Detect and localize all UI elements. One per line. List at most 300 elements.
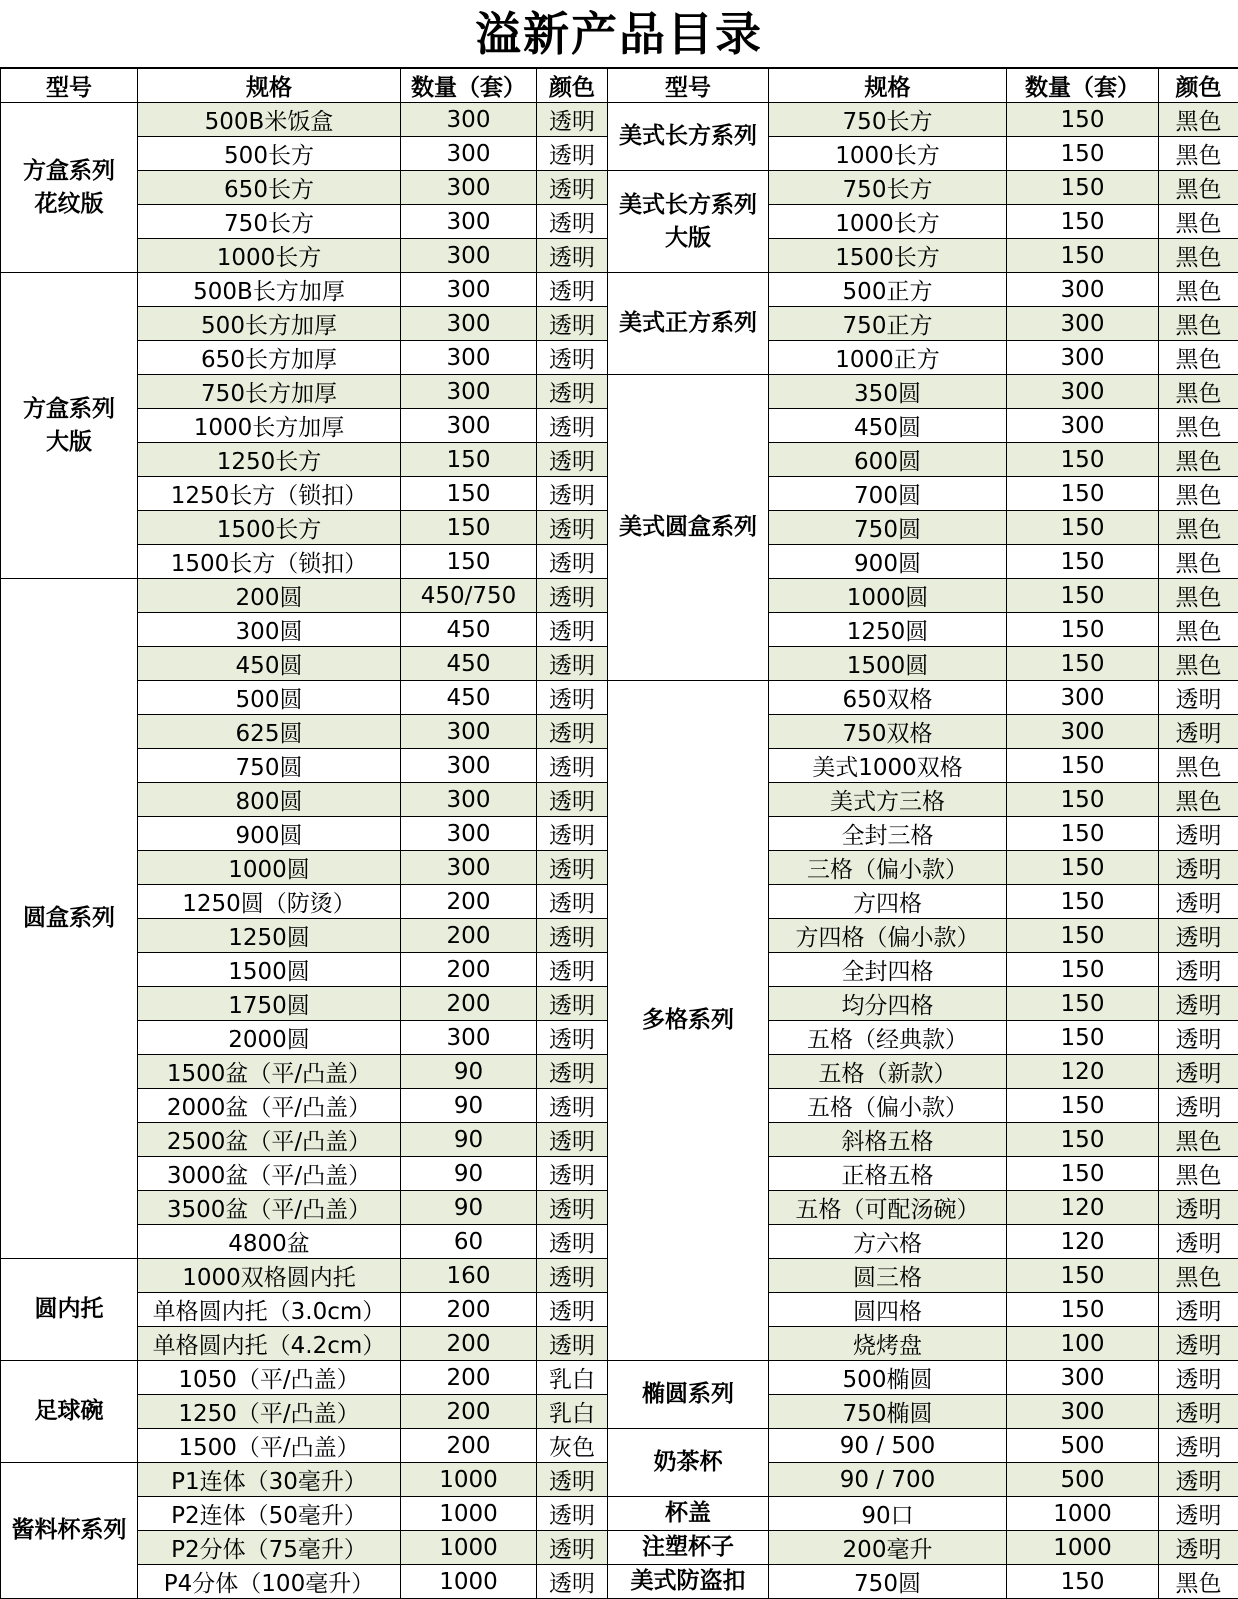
left-spec-cell: 3000盆（平/凸盖） xyxy=(138,1157,401,1191)
left-qty-cell: 300 xyxy=(401,239,537,273)
left-spec-cell: 750长方 xyxy=(138,205,401,239)
right-color-cell: 透明 xyxy=(1159,987,1238,1021)
right-color-cell: 透明 xyxy=(1159,1089,1238,1123)
left-spec-cell: 450圆 xyxy=(138,647,401,681)
left-spec-cell: 1250（平/凸盖） xyxy=(138,1395,401,1429)
left-spec-cell: 1250长方 xyxy=(138,443,401,477)
left-spec-cell: 2000圆 xyxy=(138,1021,401,1055)
left-color-cell: 透明 xyxy=(537,1565,608,1599)
left-color-cell: 透明 xyxy=(537,341,608,375)
group-label-right: 注塑杯子 xyxy=(608,1531,769,1565)
header-row xyxy=(1,69,1238,103)
right-qty-cell: 150 xyxy=(1007,1259,1159,1293)
page-title: 溢新产品目录 xyxy=(0,0,1238,68)
right-qty-cell: 300 xyxy=(1007,273,1159,307)
right-color-cell: 透明 xyxy=(1159,953,1238,987)
left-qty-cell: 450/750 xyxy=(401,579,537,613)
right-spec-cell: 500正方 xyxy=(769,273,1007,307)
left-qty-cell: 300 xyxy=(401,273,537,307)
left-spec-cell: 200圆 xyxy=(138,579,401,613)
left-spec-cell: 1500盆（平/凸盖） xyxy=(138,1055,401,1089)
left-color-cell: 透明 xyxy=(537,783,608,817)
header-model-right: 型号 xyxy=(608,69,769,103)
left-spec-cell: 500B米饭盒 xyxy=(138,103,401,137)
left-color-cell: 透明 xyxy=(537,885,608,919)
right-qty-cell: 150 xyxy=(1007,987,1159,1021)
left-qty-cell: 150 xyxy=(401,477,537,511)
left-color-cell: 透明 xyxy=(537,1497,608,1531)
right-color-cell: 黑色 xyxy=(1159,307,1238,341)
right-qty-cell: 150 xyxy=(1007,1157,1159,1191)
right-qty-cell: 300 xyxy=(1007,1395,1159,1429)
right-spec-cell: 1500长方 xyxy=(769,239,1007,273)
header-model-left: 型号 xyxy=(1,69,138,103)
left-qty-cell: 90 xyxy=(401,1055,537,1089)
right-spec-cell: 斜格五格 xyxy=(769,1123,1007,1157)
group-label-right: 奶茶杯 xyxy=(608,1429,769,1497)
left-spec-cell: 1500长方 xyxy=(138,511,401,545)
header-spec-left: 规格 xyxy=(138,69,401,103)
right-qty-cell: 150 xyxy=(1007,511,1159,545)
left-spec-cell: 1250圆 xyxy=(138,919,401,953)
left-spec-cell: 4800盆 xyxy=(138,1225,401,1259)
right-color-cell: 黑色 xyxy=(1159,341,1238,375)
left-qty-cell: 200 xyxy=(401,1395,537,1429)
right-spec-cell: 90口 xyxy=(769,1497,1007,1531)
right-qty-cell: 150 xyxy=(1007,1565,1159,1599)
left-spec-cell: 1000长方 xyxy=(138,239,401,273)
left-color-cell: 透明 xyxy=(537,851,608,885)
right-spec-cell: 五格（可配汤碗） xyxy=(769,1191,1007,1225)
right-spec-cell: 750双格 xyxy=(769,715,1007,749)
right-color-cell: 黑色 xyxy=(1159,545,1238,579)
left-qty-cell: 1000 xyxy=(401,1565,537,1599)
header-qty-right: 数量（套） xyxy=(1007,69,1159,103)
left-color-cell: 透明 xyxy=(537,953,608,987)
right-spec-cell: 方四格（偏小款） xyxy=(769,919,1007,953)
left-spec-cell: 1750圆 xyxy=(138,987,401,1021)
left-qty-cell: 300 xyxy=(401,307,537,341)
right-qty-cell: 150 xyxy=(1007,851,1159,885)
left-color-cell: 透明 xyxy=(537,613,608,647)
right-spec-cell: 1000长方 xyxy=(769,205,1007,239)
left-color-cell: 透明 xyxy=(537,1021,608,1055)
left-qty-cell: 1000 xyxy=(401,1497,537,1531)
left-qty-cell: 300 xyxy=(401,851,537,885)
table-row xyxy=(1,1361,1238,1395)
left-qty-cell: 160 xyxy=(401,1259,537,1293)
group-label-right: 美式正方系列 xyxy=(608,273,769,375)
group-label-right: 多格系列 xyxy=(608,681,769,1361)
right-qty-cell: 150 xyxy=(1007,1123,1159,1157)
left-spec-cell: 1000长方加厚 xyxy=(138,409,401,443)
table-row xyxy=(1,1429,1238,1463)
right-qty-cell: 100 xyxy=(1007,1327,1159,1361)
left-qty-cell: 200 xyxy=(401,987,537,1021)
left-spec-cell: P1连体（30毫升） xyxy=(138,1463,401,1497)
table-row xyxy=(1,1531,1238,1565)
left-color-cell: 透明 xyxy=(537,749,608,783)
right-qty-cell: 120 xyxy=(1007,1191,1159,1225)
left-qty-cell: 1000 xyxy=(401,1531,537,1565)
right-color-cell: 透明 xyxy=(1159,1225,1238,1259)
right-color-cell: 黑色 xyxy=(1159,1259,1238,1293)
right-spec-cell: 美式1000双格 xyxy=(769,749,1007,783)
left-qty-cell: 300 xyxy=(401,137,537,171)
left-qty-cell: 200 xyxy=(401,1293,537,1327)
right-qty-cell: 150 xyxy=(1007,647,1159,681)
left-qty-cell: 200 xyxy=(401,919,537,953)
right-color-cell: 黑色 xyxy=(1159,1157,1238,1191)
right-color-cell: 透明 xyxy=(1159,1361,1238,1395)
right-spec-cell: 350圆 xyxy=(769,375,1007,409)
right-qty-cell: 300 xyxy=(1007,341,1159,375)
right-spec-cell: 烧烤盘 xyxy=(769,1327,1007,1361)
right-color-cell: 黑色 xyxy=(1159,1123,1238,1157)
right-spec-cell: 五格（经典款） xyxy=(769,1021,1007,1055)
right-spec-cell: 圆四格 xyxy=(769,1293,1007,1327)
left-qty-cell: 300 xyxy=(401,1021,537,1055)
left-qty-cell: 300 xyxy=(401,205,537,239)
left-color-cell: 乳白 xyxy=(537,1395,608,1429)
right-spec-cell: 1000长方 xyxy=(769,137,1007,171)
group-label-right: 美式长方系列 大版 xyxy=(608,171,769,273)
left-qty-cell: 300 xyxy=(401,171,537,205)
left-qty-cell: 450 xyxy=(401,647,537,681)
right-spec-cell: 全封四格 xyxy=(769,953,1007,987)
left-qty-cell: 300 xyxy=(401,749,537,783)
left-qty-cell: 200 xyxy=(401,1361,537,1395)
group-label-right: 美式长方系列 xyxy=(608,103,769,171)
group-label-left: 方盒系列 大版 xyxy=(1,273,138,579)
right-qty-cell: 300 xyxy=(1007,681,1159,715)
left-color-cell: 透明 xyxy=(537,1225,608,1259)
right-color-cell: 透明 xyxy=(1159,715,1238,749)
right-qty-cell: 500 xyxy=(1007,1429,1159,1463)
left-qty-cell: 90 xyxy=(401,1123,537,1157)
right-color-cell: 透明 xyxy=(1159,1429,1238,1463)
right-spec-cell: 1000正方 xyxy=(769,341,1007,375)
left-color-cell: 透明 xyxy=(537,477,608,511)
left-spec-cell: 1250圆（防烫） xyxy=(138,885,401,919)
table-row xyxy=(1,1497,1238,1531)
left-color-cell: 透明 xyxy=(537,307,608,341)
left-spec-cell: 1250长方（锁扣） xyxy=(138,477,401,511)
header-spec-right: 规格 xyxy=(769,69,1007,103)
left-qty-cell: 300 xyxy=(401,375,537,409)
right-color-cell: 黑色 xyxy=(1159,103,1238,137)
right-qty-cell: 150 xyxy=(1007,613,1159,647)
header-color-right: 颜色 xyxy=(1159,69,1238,103)
group-label-right: 美式圆盒系列 xyxy=(608,375,769,681)
left-color-cell: 透明 xyxy=(537,987,608,1021)
header-color-left: 颜色 xyxy=(537,69,608,103)
right-spec-cell: 全封三格 xyxy=(769,817,1007,851)
left-qty-cell: 300 xyxy=(401,341,537,375)
left-color-cell: 灰色 xyxy=(537,1429,608,1463)
right-color-cell: 透明 xyxy=(1159,1327,1238,1361)
left-color-cell: 透明 xyxy=(537,409,608,443)
left-qty-cell: 90 xyxy=(401,1157,537,1191)
left-spec-cell: 2000盆（平/凸盖） xyxy=(138,1089,401,1123)
right-qty-cell: 150 xyxy=(1007,579,1159,613)
right-color-cell: 透明 xyxy=(1159,851,1238,885)
right-color-cell: 黑色 xyxy=(1159,375,1238,409)
left-spec-cell: 900圆 xyxy=(138,817,401,851)
right-spec-cell: 方六格 xyxy=(769,1225,1007,1259)
left-color-cell: 透明 xyxy=(537,1531,608,1565)
right-color-cell: 黑色 xyxy=(1159,511,1238,545)
left-color-cell: 透明 xyxy=(537,817,608,851)
left-spec-cell: 650长方 xyxy=(138,171,401,205)
right-qty-cell: 150 xyxy=(1007,205,1159,239)
left-qty-cell: 1000 xyxy=(401,1463,537,1497)
left-qty-cell: 200 xyxy=(401,1327,537,1361)
left-qty-cell: 150 xyxy=(401,545,537,579)
left-spec-cell: P2分体（75毫升） xyxy=(138,1531,401,1565)
right-spec-cell: 90 / 700 xyxy=(769,1463,1007,1497)
right-color-cell: 透明 xyxy=(1159,885,1238,919)
left-color-cell: 透明 xyxy=(537,137,608,171)
right-qty-cell: 150 xyxy=(1007,171,1159,205)
right-spec-cell: 450圆 xyxy=(769,409,1007,443)
left-qty-cell: 300 xyxy=(401,409,537,443)
right-qty-cell: 150 xyxy=(1007,545,1159,579)
left-qty-cell: 90 xyxy=(401,1191,537,1225)
left-spec-cell: 625圆 xyxy=(138,715,401,749)
right-qty-cell: 150 xyxy=(1007,919,1159,953)
right-qty-cell: 300 xyxy=(1007,1361,1159,1395)
right-qty-cell: 300 xyxy=(1007,375,1159,409)
left-qty-cell: 300 xyxy=(401,103,537,137)
left-color-cell: 透明 xyxy=(537,579,608,613)
right-color-cell: 黑色 xyxy=(1159,171,1238,205)
left-spec-cell: 1500圆 xyxy=(138,953,401,987)
left-qty-cell: 60 xyxy=(401,1225,537,1259)
right-color-cell: 透明 xyxy=(1159,1497,1238,1531)
right-qty-cell: 150 xyxy=(1007,477,1159,511)
table-row xyxy=(1,273,1238,307)
left-spec-cell: 3500盆（平/凸盖） xyxy=(138,1191,401,1225)
left-qty-cell: 200 xyxy=(401,885,537,919)
group-label-left: 足球碗 xyxy=(1,1361,138,1463)
right-color-cell: 黑色 xyxy=(1159,647,1238,681)
left-qty-cell: 450 xyxy=(401,613,537,647)
right-color-cell: 黑色 xyxy=(1159,409,1238,443)
left-color-cell: 透明 xyxy=(537,1055,608,1089)
left-spec-cell: 单格圆内托（3.0cm） xyxy=(138,1293,401,1327)
left-spec-cell: 2500盆（平/凸盖） xyxy=(138,1123,401,1157)
left-color-cell: 透明 xyxy=(537,1089,608,1123)
right-color-cell: 透明 xyxy=(1159,1293,1238,1327)
left-color-cell: 透明 xyxy=(537,1293,608,1327)
right-spec-cell: 750长方 xyxy=(769,171,1007,205)
left-spec-cell: 500长方 xyxy=(138,137,401,171)
left-spec-cell: 1000圆 xyxy=(138,851,401,885)
table-row xyxy=(1,1565,1238,1599)
right-color-cell: 黑色 xyxy=(1159,443,1238,477)
left-color-cell: 透明 xyxy=(537,375,608,409)
right-spec-cell: 三格（偏小款） xyxy=(769,851,1007,885)
right-color-cell: 黑色 xyxy=(1159,613,1238,647)
right-qty-cell: 150 xyxy=(1007,1293,1159,1327)
left-qty-cell: 300 xyxy=(401,817,537,851)
left-qty-cell: 150 xyxy=(401,443,537,477)
right-color-cell: 透明 xyxy=(1159,919,1238,953)
right-color-cell: 黑色 xyxy=(1159,1565,1238,1599)
group-label-right: 杯盖 xyxy=(608,1497,769,1531)
left-spec-cell: 650长方加厚 xyxy=(138,341,401,375)
right-spec-cell: 650双格 xyxy=(769,681,1007,715)
right-spec-cell: 750正方 xyxy=(769,307,1007,341)
left-color-cell: 透明 xyxy=(537,1463,608,1497)
left-color-cell: 透明 xyxy=(537,103,608,137)
right-qty-cell: 120 xyxy=(1007,1055,1159,1089)
right-qty-cell: 150 xyxy=(1007,137,1159,171)
right-qty-cell: 300 xyxy=(1007,715,1159,749)
product-catalog-table xyxy=(0,68,1238,1599)
right-qty-cell: 150 xyxy=(1007,1021,1159,1055)
group-label-right: 美式防盗扣 xyxy=(608,1565,769,1599)
left-color-cell: 透明 xyxy=(537,1123,608,1157)
right-spec-cell: 750长方 xyxy=(769,103,1007,137)
right-color-cell: 透明 xyxy=(1159,1055,1238,1089)
left-color-cell: 透明 xyxy=(537,273,608,307)
left-color-cell: 透明 xyxy=(537,545,608,579)
right-spec-cell: 1000圆 xyxy=(769,579,1007,613)
left-qty-cell: 300 xyxy=(401,715,537,749)
left-spec-cell: 1500（平/凸盖） xyxy=(138,1429,401,1463)
group-label-left: 圆内托 xyxy=(1,1259,138,1361)
right-spec-cell: 美式方三格 xyxy=(769,783,1007,817)
left-spec-cell: 1050（平/凸盖） xyxy=(138,1361,401,1395)
right-color-cell: 黑色 xyxy=(1159,205,1238,239)
right-color-cell: 黑色 xyxy=(1159,137,1238,171)
left-qty-cell: 450 xyxy=(401,681,537,715)
left-spec-cell: 500B长方加厚 xyxy=(138,273,401,307)
right-spec-cell: 700圆 xyxy=(769,477,1007,511)
right-color-cell: 透明 xyxy=(1159,1021,1238,1055)
table-row xyxy=(1,681,1238,715)
left-spec-cell: 300圆 xyxy=(138,613,401,647)
right-qty-cell: 300 xyxy=(1007,307,1159,341)
left-color-cell: 透明 xyxy=(537,511,608,545)
left-spec-cell: 500圆 xyxy=(138,681,401,715)
right-spec-cell: 五格（偏小款） xyxy=(769,1089,1007,1123)
right-spec-cell: 五格（新款） xyxy=(769,1055,1007,1089)
right-spec-cell: 500椭圆 xyxy=(769,1361,1007,1395)
left-qty-cell: 90 xyxy=(401,1089,537,1123)
right-spec-cell: 1500圆 xyxy=(769,647,1007,681)
right-color-cell: 黑色 xyxy=(1159,749,1238,783)
left-color-cell: 透明 xyxy=(537,1191,608,1225)
left-spec-cell: P4分体（100毫升） xyxy=(138,1565,401,1599)
right-spec-cell: 1250圆 xyxy=(769,613,1007,647)
left-spec-cell: 800圆 xyxy=(138,783,401,817)
right-qty-cell: 150 xyxy=(1007,953,1159,987)
left-qty-cell: 200 xyxy=(401,1429,537,1463)
right-qty-cell: 1000 xyxy=(1007,1531,1159,1565)
right-spec-cell: 600圆 xyxy=(769,443,1007,477)
left-spec-cell: 750长方加厚 xyxy=(138,375,401,409)
right-color-cell: 透明 xyxy=(1159,1463,1238,1497)
left-color-cell: 透明 xyxy=(537,443,608,477)
right-color-cell: 黑色 xyxy=(1159,273,1238,307)
right-spec-cell: 750椭圆 xyxy=(769,1395,1007,1429)
right-spec-cell: 正格五格 xyxy=(769,1157,1007,1191)
left-color-cell: 透明 xyxy=(537,1259,608,1293)
table-body xyxy=(1,103,1238,1599)
group-label-right: 椭圆系列 xyxy=(608,1361,769,1429)
right-qty-cell: 1000 xyxy=(1007,1497,1159,1531)
left-color-cell: 透明 xyxy=(537,681,608,715)
header-qty-left: 数量（套） xyxy=(401,69,537,103)
group-label-left: 圆盒系列 xyxy=(1,579,138,1259)
left-color-cell: 透明 xyxy=(537,647,608,681)
right-qty-cell: 150 xyxy=(1007,885,1159,919)
right-color-cell: 黑色 xyxy=(1159,239,1238,273)
table-row xyxy=(1,171,1238,205)
left-spec-cell: 1500长方（锁扣） xyxy=(138,545,401,579)
left-spec-cell: 750圆 xyxy=(138,749,401,783)
left-color-cell: 透明 xyxy=(537,715,608,749)
right-qty-cell: 150 xyxy=(1007,103,1159,137)
right-color-cell: 黑色 xyxy=(1159,477,1238,511)
right-spec-cell: 750圆 xyxy=(769,511,1007,545)
right-color-cell: 透明 xyxy=(1159,1191,1238,1225)
left-spec-cell: 单格圆内托（4.2cm） xyxy=(138,1327,401,1361)
right-spec-cell: 方四格 xyxy=(769,885,1007,919)
left-color-cell: 透明 xyxy=(537,239,608,273)
table-row xyxy=(1,375,1238,409)
left-color-cell: 透明 xyxy=(537,1157,608,1191)
right-color-cell: 透明 xyxy=(1159,1395,1238,1429)
right-color-cell: 黑色 xyxy=(1159,783,1238,817)
right-qty-cell: 120 xyxy=(1007,1225,1159,1259)
right-qty-cell: 150 xyxy=(1007,817,1159,851)
right-qty-cell: 150 xyxy=(1007,1089,1159,1123)
table-row xyxy=(1,103,1238,137)
right-qty-cell: 150 xyxy=(1007,783,1159,817)
right-spec-cell: 200毫升 xyxy=(769,1531,1007,1565)
right-color-cell: 透明 xyxy=(1159,817,1238,851)
right-spec-cell: 圆三格 xyxy=(769,1259,1007,1293)
left-color-cell: 透明 xyxy=(537,919,608,953)
left-spec-cell: 1000双格圆内托 xyxy=(138,1259,401,1293)
right-color-cell: 透明 xyxy=(1159,1531,1238,1565)
right-color-cell: 黑色 xyxy=(1159,579,1238,613)
right-qty-cell: 300 xyxy=(1007,409,1159,443)
left-color-cell: 乳白 xyxy=(537,1361,608,1395)
left-color-cell: 透明 xyxy=(537,205,608,239)
left-spec-cell: 500长方加厚 xyxy=(138,307,401,341)
right-qty-cell: 150 xyxy=(1007,443,1159,477)
left-color-cell: 透明 xyxy=(537,171,608,205)
right-qty-cell: 150 xyxy=(1007,749,1159,783)
group-label-left: 方盒系列 花纹版 xyxy=(1,103,138,273)
left-qty-cell: 150 xyxy=(401,511,537,545)
left-color-cell: 透明 xyxy=(537,1327,608,1361)
right-spec-cell: 均分四格 xyxy=(769,987,1007,1021)
right-spec-cell: 90 / 500 xyxy=(769,1429,1007,1463)
left-spec-cell: P2连体（50毫升） xyxy=(138,1497,401,1531)
left-qty-cell: 300 xyxy=(401,783,537,817)
right-qty-cell: 150 xyxy=(1007,239,1159,273)
right-color-cell: 透明 xyxy=(1159,681,1238,715)
group-label-left: 酱料杯系列 xyxy=(1,1463,138,1599)
left-qty-cell: 200 xyxy=(401,953,537,987)
right-qty-cell: 500 xyxy=(1007,1463,1159,1497)
